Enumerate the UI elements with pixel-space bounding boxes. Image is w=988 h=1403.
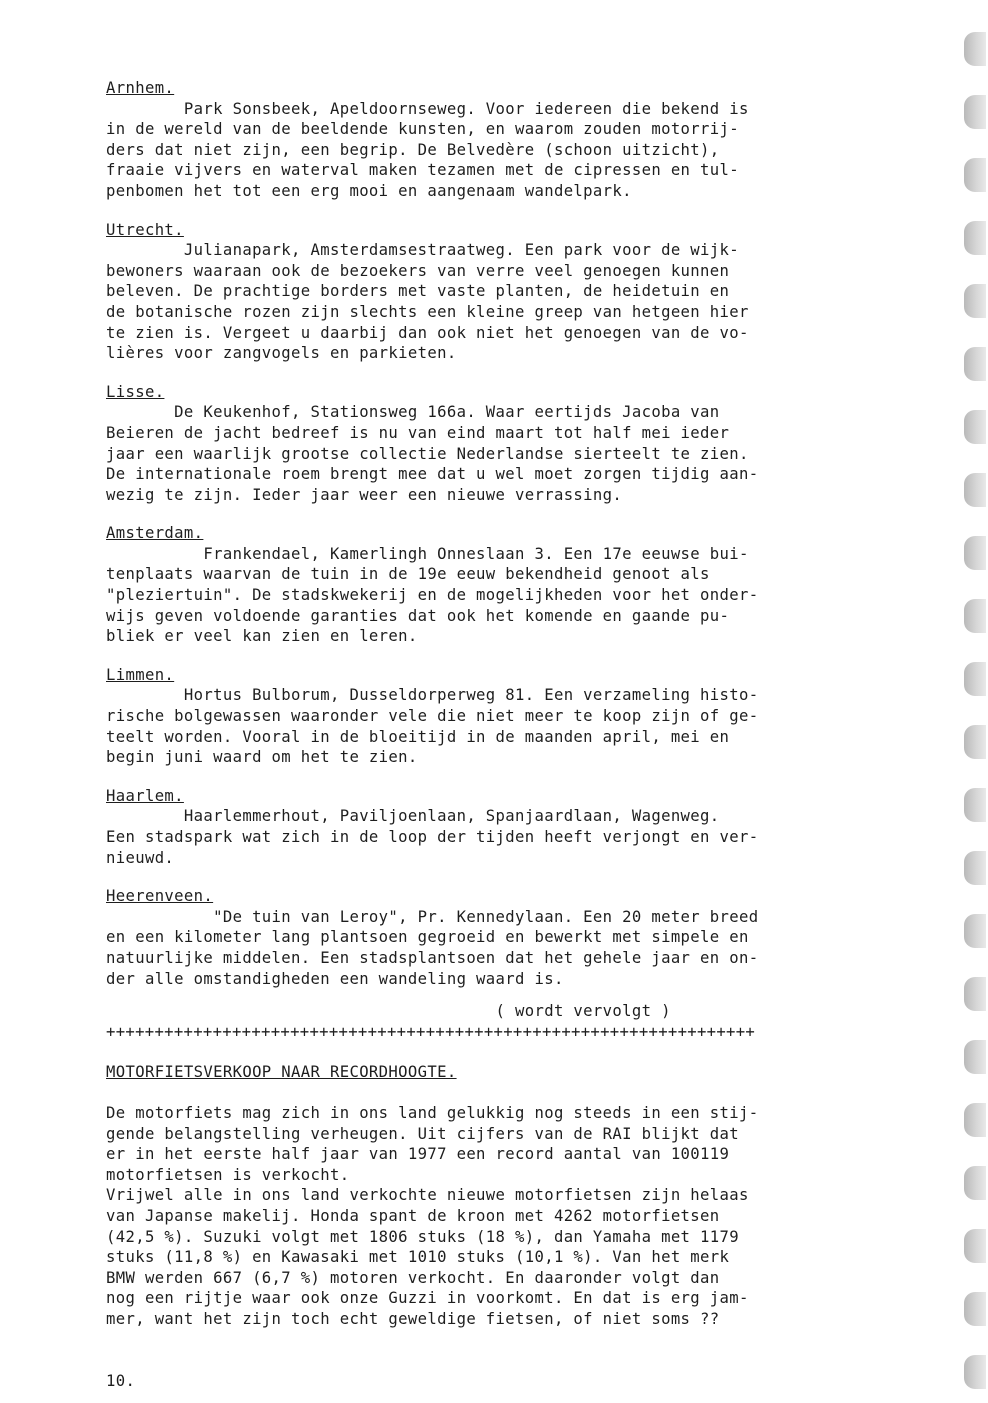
paragraph-line: rische bolgewassen waaronder vele die niet meer te koop zijn of ge- <box>106 707 759 726</box>
paragraph-line: te zien is. Vergeet u daarbij dan ook niet het genoegen van de vo- <box>106 323 749 342</box>
section-heading: Heerenveen. <box>106 887 214 906</box>
section-utrecht <box>106 220 936 364</box>
binder-hole <box>964 284 986 318</box>
paragraph-line: en een kilometer lang plantsoen gegroeid en bewerkt met simpele en <box>106 928 749 947</box>
binder-hole <box>964 1292 986 1326</box>
paragraph-line: in de wereld van de beeldende kunsten, en waarom zouden motorrij- <box>106 120 739 139</box>
binder-hole <box>964 788 986 822</box>
section-heading: Utrecht. <box>106 220 184 239</box>
binder-hole <box>964 158 986 192</box>
section-lisse <box>106 382 936 506</box>
paragraph-line: Een stadspark wat zich in de loop der tijden heeft verjongt en ver- <box>106 828 759 846</box>
paragraph-line: nog een rijtje waar ook onze Guzzi in voorkomt. En dat is erg jam- <box>106 1289 749 1308</box>
binder-holes <box>958 0 988 1403</box>
binder-hole <box>964 473 986 507</box>
binder-hole <box>964 662 986 696</box>
paragraph-line: jaar een waarlijk grootse collectie Nederlandse sierteelt te zien. <box>106 444 749 463</box>
paragraph-line: penbomen het tot een erg mooi en aangenaam wandelpark. <box>106 181 632 200</box>
section-heading: Amsterdam. <box>106 524 204 543</box>
paragraph-line: motorfietsen is verkocht. <box>106 1165 350 1184</box>
paragraph-line: der alle omstandigheden een wandeling waard is. <box>106 969 564 988</box>
section-heading: Haarlem. <box>106 786 184 805</box>
paragraph-line: "De tuin van Leroy", Pr. Kennedylaan. Een 20 meter breed <box>106 907 759 926</box>
binder-hole <box>964 1229 986 1263</box>
binder-hole <box>964 599 986 633</box>
paragraph-line: mer, want het zijn toch echt geweldige fietsen, of niet soms ?? <box>106 1309 720 1328</box>
binder-hole <box>964 851 986 885</box>
article-heading: MOTORFIETSVERKOOP NAAR RECORDHOOGTE. <box>106 1063 457 1082</box>
paragraph-line: Hortus Bulborum, Dusseldorperweg 81. Een verzameling histo- <box>106 686 759 705</box>
section-heading: Lisse. <box>106 382 165 401</box>
binder-hole <box>964 977 986 1011</box>
paragraph-line: lières voor zangvogels en parkieten. <box>106 344 457 363</box>
section-arnhem <box>106 78 936 202</box>
paragraph-line: "pleziertuin". De stadskwekerij en de mogelijkheden voor het onder- <box>106 586 759 605</box>
binder-hole <box>964 410 986 444</box>
section-amsterdam <box>106 523 936 647</box>
paragraph-line: gende belangstelling verheugen. Uit cijfers van de RAI blijkt dat <box>106 1124 739 1143</box>
section-heading: Limmen. <box>106 665 175 684</box>
paragraph-line: van Japanse makelij. Honda spant de kroon met 4262 motorfietsen <box>106 1206 720 1225</box>
section-limmen <box>106 665 936 768</box>
paragraph-line: ders dat niet zijn, een begrip. De Belvedère (schoon uitzicht), <box>106 140 720 159</box>
binder-hole <box>964 536 986 570</box>
binder-hole <box>964 1103 986 1137</box>
binder-hole <box>964 95 986 129</box>
spacer <box>106 1083 936 1103</box>
binder-hole <box>964 221 986 255</box>
binder-hole <box>964 347 986 381</box>
spacer <box>106 1042 936 1062</box>
continued-note: ( wordt vervolgt ) <box>106 1002 671 1021</box>
binder-hole <box>964 1166 986 1200</box>
paragraph-line: BMW werden 667 (6,7 %) motoren verkocht. En daaronder volgt dan <box>106 1268 720 1287</box>
paragraph-line: natuurlijke middelen. Een stadsplantsoen dat het gehele jaar en on- <box>106 948 759 967</box>
paragraph-line: (42,5 %). Suzuki volgt met 1806 stuks (18 %), dan Yamaha met 1179 <box>106 1227 739 1246</box>
paragraph-line: fraaie vijvers en waterval maken tezamen met de cipressen en tul- <box>106 161 739 180</box>
paragraph-line: Beieren de jacht bedreef is nu van eind maart tot half mei ieder <box>106 423 730 442</box>
binder-hole <box>964 914 986 948</box>
paragraph-line: er in het eerste half jaar van 1977 een record aantal van 100119 <box>106 1145 730 1164</box>
page-number: 10. <box>106 1372 136 1390</box>
section-heerenveen <box>106 886 936 989</box>
paragraph-line: nieuwd. <box>106 848 175 867</box>
paragraph-line: De internationale roem brengt mee dat u wel moet zorgen tijdig aan- <box>106 465 759 484</box>
paragraph-line: De Keukenhof, Stationsweg 166a. Waar eertijds Jacoba van <box>106 403 720 422</box>
binder-hole <box>964 1040 986 1074</box>
paragraph-line: Haarlemmerhout, Paviljoenlaan, Spanjaardlaan, Wagenweg. <box>106 807 720 826</box>
paragraph-line: de botanische rozen zijn slechts een kleine greep van hetgeen hier <box>106 302 749 321</box>
paragraph-line: stuks (11,8 %) en Kawasaki met 1010 stuks (10,1 %). Van het merk <box>106 1248 730 1267</box>
paragraph-line: De motorfiets mag zich in ons land gelukkig nog steeds in een stij- <box>106 1103 759 1122</box>
section-heading: Arnhem. <box>106 79 175 97</box>
separator-line: +++++++++++++++++++++++++++++++++++++++++++++++++++++++++++++++++++ <box>106 1022 756 1041</box>
page-content <box>106 78 936 1347</box>
binder-hole <box>964 32 986 66</box>
paragraph-line: Park Sonsbeek, Apeldoornseweg. Voor iedereen die bekend is <box>106 99 749 118</box>
binder-hole <box>964 1355 986 1389</box>
paragraph-line: Vrijwel alle in ons land verkochte nieuwe motorfietsen zijn helaas <box>106 1186 749 1205</box>
paragraph-line: wezig te zijn. Ieder jaar weer een nieuwe verrassing. <box>106 485 623 504</box>
paragraph-line: tenplaats waarvan de tuin in de 19e eeuw bekendheid genoot als <box>106 565 710 584</box>
paragraph-line: wijs geven voldoende garanties dat ook het komende en gaande pu- <box>106 606 730 625</box>
article-motorfietsverkoop <box>106 1062 936 1329</box>
paragraph-line: teelt worden. Vooral in de bloeitijd in de maanden april, mei en <box>106 727 730 746</box>
paragraph-line: begin juni waard om het te zien. <box>106 748 418 767</box>
paragraph-line: Julianapark, Amsterdamsestraatweg. Een park voor de wijk- <box>106 241 739 260</box>
paragraph-line: bliek er veel kan zien en leren. <box>106 627 418 646</box>
paragraph-line: Frankendael, Kamerlingh Onneslaan 3. Een 17e eeuwse bui- <box>106 544 749 563</box>
paragraph-line: beleven. De prachtige borders met vaste planten, de heidetuin en <box>106 282 730 301</box>
section-haarlem <box>106 786 936 868</box>
binder-hole <box>964 725 986 759</box>
paragraph-line: bewoners waaraan ook de bezoekers van verre veel genoegen kunnen <box>106 261 730 280</box>
